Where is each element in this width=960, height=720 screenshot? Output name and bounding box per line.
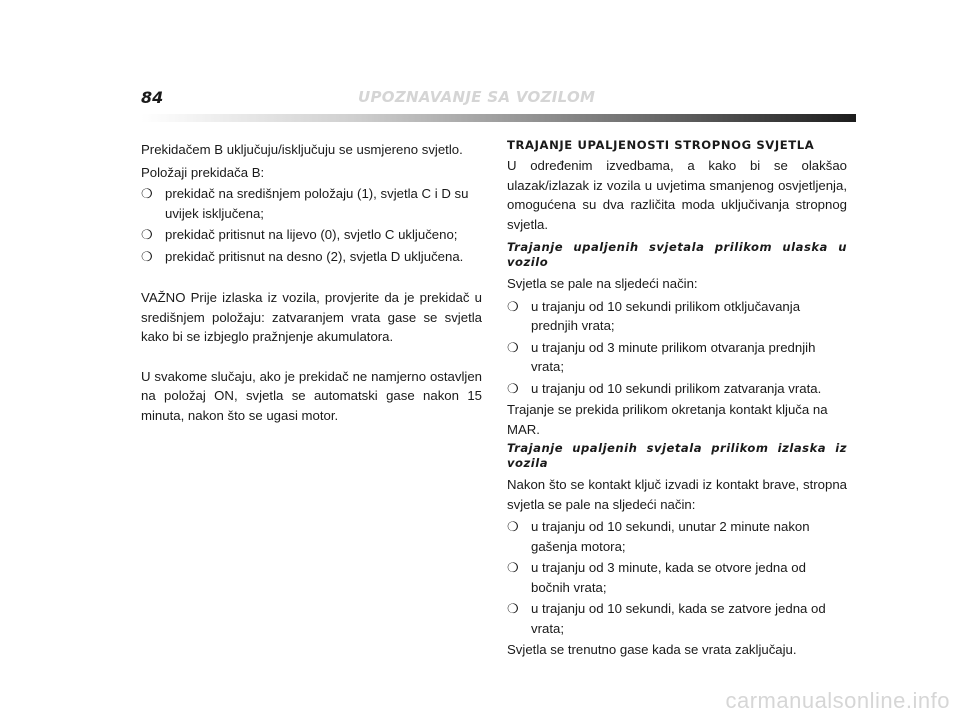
exit-lead: Nakon što se kontakt ključ izvadi iz kontakt brave, stropna svjetla se pale na sljedeći način:	[507, 477, 847, 512]
watermark: carmanualsonline.info	[725, 688, 950, 713]
list-item: ❍ u trajanju od 10 sekundi, unutar 2 minute nakon gašenja motora;	[507, 519, 810, 554]
header-rule	[141, 114, 856, 122]
bullet-icon: ❍	[507, 380, 519, 396]
right-column	[507, 138, 847, 660]
list-item: ❍ prekidač pritisnut na lijevo (0), svjetlo C uključeno;	[141, 225, 482, 245]
left-column	[141, 140, 482, 425]
bullet-icon: ❍	[507, 560, 519, 575]
bullet-icon: ❍	[507, 339, 519, 355]
bullet-icon: ❍	[507, 519, 519, 534]
section-intro: U određenim izvedbama, a kako bi se olakšao ulazak/izlazak iz vozila u uvjetima smanjenog osvjetljenja, omogućena su dva različita moda uključivanja stropnog svjetla.	[507, 158, 847, 232]
entry-list	[507, 297, 847, 399]
exit-subheading: Trajanje upaljenih svjetala prilikom izlaska iz vozila	[507, 441, 847, 470]
bullet-icon: ❍	[141, 248, 153, 264]
switch-intro: Prekidačem B uključuju/isključuju se usmjereno svjetlo.	[141, 142, 463, 157]
list-item: ❍ prekidač na središnjem položaju (1), svjetla C i D su uvijek isključena;	[141, 186, 469, 221]
exit-list	[507, 517, 847, 638]
entry-lead: Svjetla se pale na sljedeći način:	[507, 276, 698, 291]
entry-subheading: Trajanje upaljenih svjetala prilikom ulaska u vozilo	[507, 240, 847, 269]
positions-list	[141, 184, 482, 266]
list-item: ❍ u trajanju od 10 sekundi, kada se zatvore jedna od vrata;	[507, 601, 826, 636]
bullet-icon: ❍	[141, 186, 153, 201]
list-item: ❍ u trajanju od 3 minute, kada se otvore jedna od bočnih vrata;	[507, 560, 806, 595]
exit-note: Svjetla se trenutno gase kada se vrata zaključaju.	[507, 642, 797, 657]
spacer	[141, 268, 482, 288]
list-item: ❍ u trajanju od 3 minute prilikom otvaranja prednjih vrata;	[507, 339, 816, 374]
bullet-icon: ❍	[507, 298, 519, 314]
list-item: ❍ prekidač pritisnut na desno (2), svjetla D uključena.	[141, 247, 482, 267]
positions-title: Položaji prekidača B:	[141, 164, 265, 180]
auto-off-paragraph: U svakome slučaju, ako je prekidač ne namjerno ostavljen na položaj ON, svjetla se automatski gase nakon 15 minuta, nakon što se ugasi motor.	[141, 368, 482, 423]
list-item: ❍ u trajanju od 10 sekundi prilikom otključavanja prednjih vrata;	[507, 298, 801, 333]
section-heading: TRAJANJE UPALJENOSTI STROPNOG SVJETLA	[507, 138, 815, 152]
bullet-icon: ❍	[507, 601, 519, 616]
bullet-icon: ❍	[141, 227, 153, 242]
entry-note: Trajanje se prekida prilikom okretanja kontakt ključa na MAR.	[507, 402, 828, 437]
spacer	[141, 347, 482, 367]
list-item: ❍ u trajanju od 10 sekundi prilikom zatvaranja vrata.	[507, 379, 847, 399]
page-number: 84	[141, 88, 164, 107]
running-title: UPOZNAVANJE SA VOZILOM	[358, 88, 596, 106]
warning-paragraph: VAŽNO Prije izlaska iz vozila, provjerite da je prekidač u središnjem položaju: zatvaranjem vrata gase se svjetla kako bi se izbjeglo pražnjenje akumulatora.	[141, 290, 482, 344]
